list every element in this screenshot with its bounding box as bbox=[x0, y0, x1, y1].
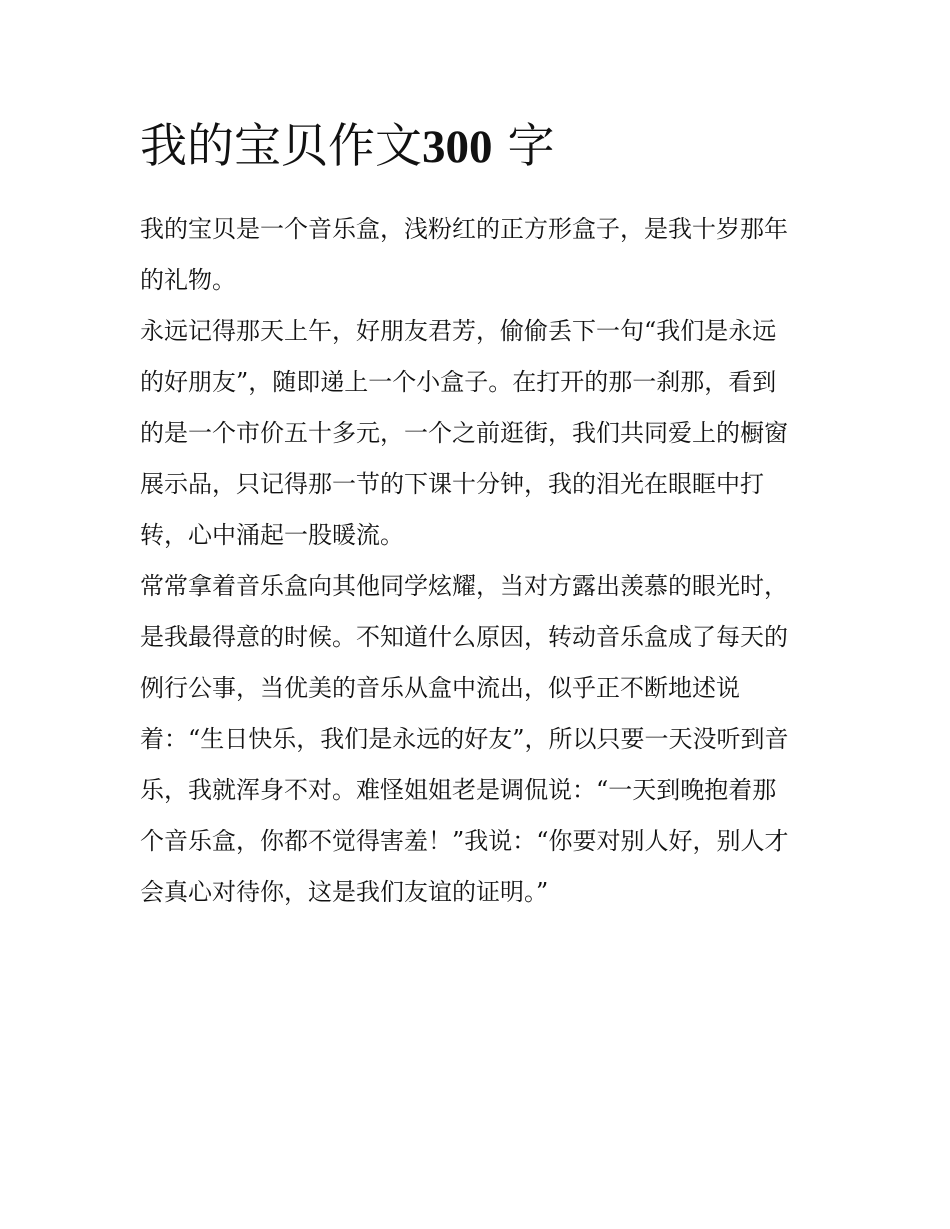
text-line: 的好朋友”，随即递上一个小盒子。在打开的那一刹那，看到 bbox=[140, 368, 777, 396]
text-line: 会真心对待你，这是我们友谊的证明。” bbox=[140, 878, 549, 906]
text-line: 我的宝贝是一个音乐盒，浅粉红的正方形盒子，是我十岁那年 bbox=[140, 215, 788, 243]
paragraph-2 bbox=[140, 306, 816, 561]
text-line: 的是一个市价五十多元，一个之前逛街，我们共同爱上的橱窗 bbox=[140, 419, 788, 447]
title-text: 我的宝贝作文 bbox=[140, 119, 422, 174]
title-suffix: 字 bbox=[507, 119, 555, 174]
text-line: 的礼物。 bbox=[140, 266, 236, 294]
text-line: 乐，我就浑身不对。难怪姐姐老是调侃说：“一天到晚抱着那 bbox=[140, 776, 777, 804]
text-line: 着：“生日快乐，我们是永远的好友”，所以只要一天没听到音 bbox=[140, 725, 789, 753]
paragraph-1 bbox=[140, 204, 816, 306]
text-line: 例行公事，当优美的音乐从盒中流出，似乎正不断地述说 bbox=[140, 674, 740, 702]
essay-body bbox=[140, 112, 816, 918]
text-line: 转，心中涌起一股暖流。 bbox=[140, 521, 404, 549]
text-line: 常常拿着音乐盒向其他同学炫耀，当对方露出羡慕的眼光时， bbox=[140, 572, 788, 600]
text-line: 是我最得意的时候。不知道什么原因，转动音乐盒成了每天的 bbox=[140, 623, 788, 651]
text-line: 展示品，只记得那一节的下课十分钟，我的泪光在眼眶中打 bbox=[140, 470, 764, 498]
text-line: 个音乐盒，你都不觉得害羞！”我说：“你要对别人好，别人才 bbox=[140, 827, 789, 855]
essay-title bbox=[140, 112, 816, 182]
paragraph-3 bbox=[140, 561, 816, 918]
title-number: 300 bbox=[422, 121, 493, 173]
text-line: 永远记得那天上午，好朋友君芳，偷偷丢下一句“我们是永远 bbox=[140, 317, 777, 345]
